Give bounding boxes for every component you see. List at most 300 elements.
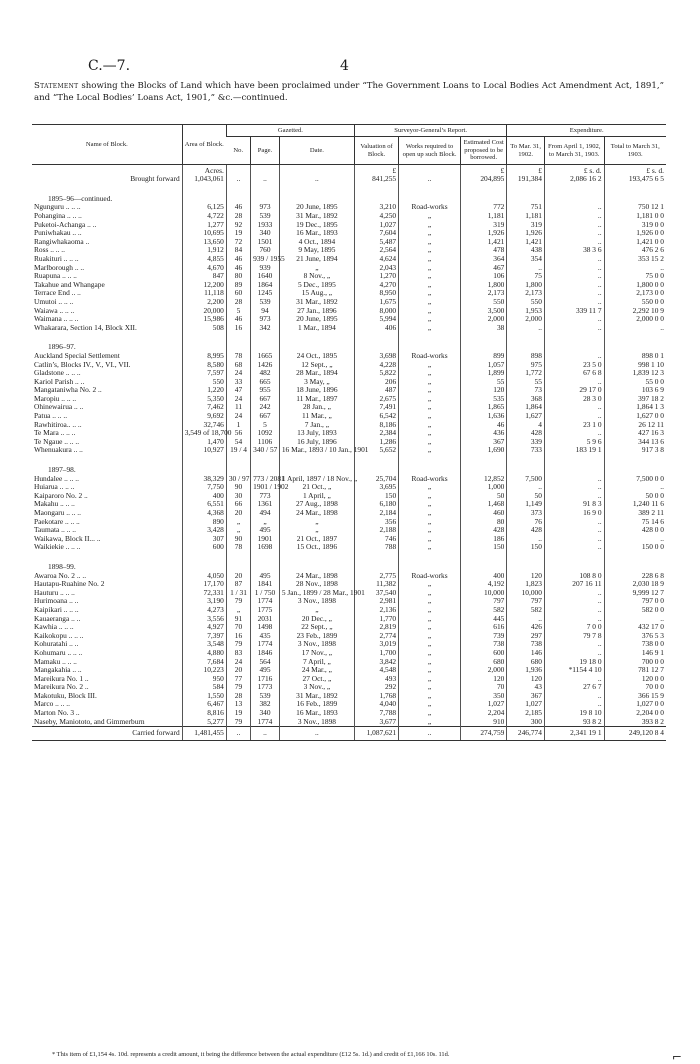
cell-total: 150 0 0: [604, 543, 666, 552]
cell-estimated: 772: [460, 203, 506, 212]
table-footer: [32, 727, 666, 741]
block-name: Mareikura No. 2 ..: [34, 682, 89, 692]
table-row: [32, 475, 666, 484]
cell-date: 27 Jan., 1896: [279, 307, 354, 316]
cell-estimated: 38: [460, 324, 506, 333]
cell-total: 9,999 12 7: [604, 589, 666, 598]
cell-page: 382: [251, 700, 280, 709]
col-total: Total to March 31, 1903.: [604, 137, 666, 164]
block-name: Patua .. .. ..: [34, 411, 68, 421]
table-row: [32, 429, 666, 438]
cell-to1902: 1,936: [507, 666, 545, 675]
cell-estimated: 367: [460, 438, 506, 447]
cell-area: 890: [182, 518, 226, 527]
cell-valuation: 11,382: [354, 580, 398, 589]
cell-to1902: 43: [507, 683, 545, 692]
cell-estimated: 445: [460, 615, 506, 624]
cell-works: „: [399, 580, 461, 589]
table-row: [32, 238, 666, 247]
cell-works: Road-works: [399, 352, 461, 361]
cell-no: ..: [226, 727, 250, 741]
cell-from1902: 339 11 7: [544, 307, 604, 316]
cell-date: 21 Oct., 1897: [279, 535, 354, 544]
cell-valuation: 1,027: [354, 221, 398, 230]
block-name: Gladstone .. .. ..: [34, 368, 81, 378]
cell-date: 31 Mar., 1892: [279, 692, 354, 701]
cell-area: 1,912: [182, 246, 226, 255]
cell-area: 4,273: [182, 606, 226, 615]
block-name: Rawhitiroa.. .. ..: [34, 419, 82, 429]
cell-total: 750 12 1: [604, 203, 666, 212]
brought-forward-label: Brought forward: [130, 174, 180, 184]
cell-no: 13: [226, 700, 250, 709]
col-name: Name of Block.: [32, 125, 182, 165]
cell-to1902: 1,149: [507, 500, 545, 509]
cell-page: 342: [251, 324, 280, 333]
cell-page: 1864: [251, 281, 280, 290]
cell-works: „: [399, 526, 461, 535]
cell-total: 26 12 11: [604, 421, 666, 430]
cell-estimated: 2,204: [460, 709, 506, 718]
cell-estimated: 274,759: [460, 727, 506, 741]
cell-total: 2,292 10 9: [604, 307, 666, 316]
cell-to1902: 10,000: [507, 589, 545, 598]
cell-to1902: 297: [507, 632, 545, 641]
cell-no: 33: [226, 378, 250, 387]
cell-valuation: 8,186: [354, 421, 398, 430]
cell-page: 1774: [251, 718, 280, 727]
block-name: Terrace End .. ..: [34, 288, 81, 298]
block-name: Te Ngaue .. .. ..: [34, 436, 80, 446]
cell-page: 1426: [251, 361, 280, 370]
cell-valuation: 2,136: [354, 606, 398, 615]
cell-area: 3,549 of 18,700: [182, 429, 226, 438]
cell-works: „: [399, 623, 461, 632]
table-row: [32, 255, 666, 264]
block-name: Waiawa .. .. ..: [34, 305, 75, 315]
section-heading-row: [32, 558, 666, 572]
cell-to1902: 367: [507, 692, 545, 701]
cell-no: 78: [226, 543, 250, 552]
table-row: [32, 640, 666, 649]
cell-works: „: [399, 395, 461, 404]
cell-valuation: 406: [354, 324, 398, 333]
block-name: Marco .. .. ..: [34, 699, 70, 709]
cell-area: 550: [182, 378, 226, 387]
col-expenditure: Expenditure.: [507, 125, 666, 137]
units-from1902: £ s. d.: [544, 164, 604, 175]
col-from1902: From April 1, 1902, to March 31, 1903.: [544, 137, 604, 164]
cell-valuation: 2,184: [354, 509, 398, 518]
cell-total: 1,800 0 0: [604, 281, 666, 290]
cell-no: 28: [226, 212, 250, 221]
cell-works: „: [399, 221, 461, 230]
cell-area: 12,200: [182, 281, 226, 290]
cell-date: 17 Nov., „: [279, 649, 354, 658]
cell-total: 738 0 0: [604, 640, 666, 649]
cell-no: 24: [226, 412, 250, 421]
cell-estimated: 1,468: [460, 500, 506, 509]
cell-valuation: 356: [354, 518, 398, 527]
cell-from1902: ..: [544, 535, 604, 544]
cell-total: 75 14 6: [604, 518, 666, 527]
cell-page: 1665: [251, 352, 280, 361]
cell-works: „: [399, 378, 461, 387]
units-to1902: £: [507, 164, 545, 175]
cell-no: 79: [226, 597, 250, 606]
cell-date: 21 Oct., „: [279, 483, 354, 492]
cell-works: „: [399, 543, 461, 552]
cell-to1902: 339: [507, 438, 545, 447]
table-row: [32, 221, 666, 230]
cell-page: 340: [251, 229, 280, 238]
cell-valuation: 2,819: [354, 623, 398, 632]
cell-no: 79: [226, 718, 250, 727]
cell-page: 667: [251, 412, 280, 421]
cell-total: 103 6 9: [604, 386, 666, 395]
table-row: [32, 272, 666, 281]
cell-works: „: [399, 446, 461, 455]
cell-area: 950: [182, 675, 226, 684]
cell-from1902: ..: [544, 412, 604, 421]
cell-total: ..: [604, 615, 666, 624]
cell-total: 781 12 7: [604, 666, 666, 675]
block-name: Puketoi-Achanga .. ..: [34, 219, 97, 229]
cell-from1902: 19 18 0: [544, 658, 604, 667]
cell-date: 15 Aug., „: [279, 289, 354, 298]
cell-from1902: ..: [544, 475, 604, 484]
cell-no: „: [226, 526, 250, 535]
cell-works: „: [399, 597, 461, 606]
cell-date: 3 Nov., „: [279, 683, 354, 692]
cell-to1902: 428: [507, 526, 545, 535]
cell-area: 6,551: [182, 500, 226, 509]
block-name: Hurimoana .. ..: [34, 596, 79, 606]
cell-total: 2,204 0 0: [604, 709, 666, 718]
cell-total: 427 16 3: [604, 429, 666, 438]
cell-estimated: 582: [460, 606, 506, 615]
cell-page: 2031: [251, 615, 280, 624]
cell-total: 1,864 1 3: [604, 403, 666, 412]
cell-area: 7,684: [182, 658, 226, 667]
cell-page: 1901: [251, 535, 280, 544]
cell-date: 1 April, 1897 / 18 Nov., „: [279, 475, 354, 484]
cell-no: 30: [226, 492, 250, 501]
cell-to1902: 898: [507, 352, 545, 361]
table-row: [32, 700, 666, 709]
cell-area: 4,927: [182, 623, 226, 632]
cell-no: 19: [226, 229, 250, 238]
cell-total: 193,475 6 5: [604, 175, 666, 184]
table-row: [32, 615, 666, 624]
cell-date: 19 Dec., 1895: [279, 221, 354, 230]
cell-valuation: 3,698: [354, 352, 398, 361]
cell-from1902: ..: [544, 492, 604, 501]
cell-from1902: ..: [544, 264, 604, 273]
cell-date: 3 Nov., 1898: [279, 640, 354, 649]
cell-valuation: 1,087,621: [354, 727, 398, 741]
cell-area: 508: [182, 324, 226, 333]
cell-estimated: 55: [460, 378, 506, 387]
cell-area: 8,580: [182, 361, 226, 370]
cell-date: 24 Mar., 1898: [279, 509, 354, 518]
cell-page: 665: [251, 378, 280, 387]
cell-valuation: 6,542: [354, 412, 398, 421]
cell-date: 21 June, 1894: [279, 255, 354, 264]
cell-no: 5: [226, 307, 250, 316]
cell-page: 242: [251, 403, 280, 412]
cell-date: 11 Mar., 1897: [279, 395, 354, 404]
block-name: Waikiekie .. .. ..: [34, 542, 81, 552]
cell-estimated: 467: [460, 264, 506, 273]
cell-estimated: 1,057: [460, 361, 506, 370]
cell-estimated: 319: [460, 221, 506, 230]
cell-valuation: 1,768: [354, 692, 398, 701]
cell-date: ..: [279, 727, 354, 741]
cell-valuation: 292: [354, 683, 398, 692]
col-valuation: Valuation of Block.: [354, 137, 398, 164]
cell-from1902: ..: [544, 212, 604, 221]
cell-valuation: 1,270: [354, 272, 398, 281]
section-title: 1896–97.: [48, 342, 76, 352]
cell-works: „: [399, 535, 461, 544]
table-row: [32, 492, 666, 501]
cell-date: 3 May, „: [279, 378, 354, 387]
cell-date: 16 Mar., 1893 / 10 Jan., 1901: [279, 446, 354, 455]
cell-to1902: 438: [507, 246, 545, 255]
cell-area: 13,650: [182, 238, 226, 247]
cell-page: 1774: [251, 640, 280, 649]
cell-valuation: 3,210: [354, 203, 398, 212]
cell-from1902: 183 19 1: [544, 446, 604, 455]
cell-date: 5 Dec., 1895: [279, 281, 354, 290]
cell-works: ..: [399, 175, 461, 184]
cell-page: 1245: [251, 289, 280, 298]
block-name: Marton No. 3 ..: [34, 708, 80, 718]
cell-page: 539: [251, 212, 280, 221]
cell-date: 28 Mar., 1894: [279, 369, 354, 378]
cell-page: 564: [251, 658, 280, 667]
cell-no: 20: [226, 572, 250, 581]
col-to1902: To Mar. 31, 1902.: [507, 137, 545, 164]
cell-from1902: ..: [544, 229, 604, 238]
block-name: Hautapu-Ruahine No. 2: [34, 579, 105, 589]
cell-valuation: 5,994: [354, 315, 398, 324]
cell-page: 340 / 57: [251, 446, 280, 455]
cell-estimated: 1,926: [460, 229, 506, 238]
cell-estimated: 1,181: [460, 212, 506, 221]
cell-page: 1498: [251, 623, 280, 632]
cell-to1902: 2,173: [507, 289, 545, 298]
cell-total: ..: [604, 535, 666, 544]
cell-estimated: 478: [460, 246, 506, 255]
cell-no: 68: [226, 361, 250, 370]
cell-estimated: 1,000: [460, 483, 506, 492]
block-name: Maropiu .. .. ..: [34, 393, 77, 403]
block-name: Hundalee .. .. ..: [34, 473, 79, 483]
cell-page: 1775: [251, 606, 280, 615]
cell-works: „: [399, 692, 461, 701]
cell-works: „: [399, 421, 461, 430]
cell-date: 20 Dec., „: [279, 615, 354, 624]
brought-forward-row: [32, 175, 666, 184]
cell-estimated: 680: [460, 658, 506, 667]
cell-page: 773: [251, 492, 280, 501]
cell-valuation: 4,270: [354, 281, 398, 290]
cell-works: „: [399, 307, 461, 316]
cell-no: 79: [226, 640, 250, 649]
cell-from1902: 16 9 0: [544, 509, 604, 518]
cell-area: 2,200: [182, 298, 226, 307]
cell-estimated: 1,800: [460, 281, 506, 290]
cell-to1902: ..: [507, 615, 545, 624]
table-row: [32, 483, 666, 492]
cell-no: 54: [226, 438, 250, 447]
cell-works: „: [399, 615, 461, 624]
cell-from1902: 91 8 3: [544, 500, 604, 509]
cell-to1902: 1,953: [507, 307, 545, 316]
cell-estimated: 70: [460, 683, 506, 692]
cell-area: 7,750: [182, 483, 226, 492]
cell-estimated: 535: [460, 395, 506, 404]
table-row: [32, 675, 666, 684]
cell-valuation: 4,548: [354, 666, 398, 675]
cell-estimated: 400: [460, 572, 506, 581]
table-row: [32, 264, 666, 273]
cell-page: 1773: [251, 683, 280, 692]
cell-to1902: 191,384: [507, 175, 545, 184]
cell-from1902: 38 3 6: [544, 246, 604, 255]
cell-area: 32,746: [182, 421, 226, 430]
cell-no: ..: [226, 175, 250, 184]
table-row: [32, 632, 666, 641]
cell-area: 1,470: [182, 438, 226, 447]
cell-page: ..: [251, 727, 280, 741]
cell-valuation: 3,677: [354, 718, 398, 727]
block-name: Taumata .. .. ..: [34, 525, 76, 535]
cell-total: 319 0 0: [604, 221, 666, 230]
cell-no: 46: [226, 264, 250, 273]
cell-area: 72,331: [182, 589, 226, 598]
cell-works: „: [399, 361, 461, 370]
col-works: Works required to open up such Block.: [399, 137, 461, 164]
cell-to1902: 582: [507, 606, 545, 615]
cell-total: 476 2 6: [604, 246, 666, 255]
cell-valuation: 37,540: [354, 589, 398, 598]
cell-from1902: 79 7 8: [544, 632, 604, 641]
cell-page: 1698: [251, 543, 280, 552]
cell-date: „: [279, 526, 354, 535]
table-row: [32, 623, 666, 632]
cell-no: 80: [226, 272, 250, 281]
cell-estimated: 3,500: [460, 307, 506, 316]
cell-date: 4 Oct., 1894: [279, 238, 354, 247]
cell-valuation: 8,950: [354, 289, 398, 298]
cell-valuation: 2,775: [354, 572, 398, 581]
cell-estimated: 10,000: [460, 589, 506, 598]
cell-valuation: 746: [354, 535, 398, 544]
cell-works: „: [399, 255, 461, 264]
cell-works: Road-works: [399, 203, 461, 212]
cell-from1902: ..: [544, 483, 604, 492]
section-title: 1898–99.: [48, 561, 76, 571]
cell-page: 973: [251, 203, 280, 212]
cell-area: 8,995: [182, 352, 226, 361]
cell-page: „: [251, 518, 280, 527]
table-row: [32, 572, 666, 581]
cell-area: 20,000: [182, 307, 226, 316]
cell-no: 77: [226, 675, 250, 684]
cell-page: 1846: [251, 649, 280, 658]
cell-total: 1,627 0 0: [604, 412, 666, 421]
cell-area: 584: [182, 683, 226, 692]
cell-valuation: 2,564: [354, 246, 398, 255]
block-name: Hauturu .. .. ..: [34, 587, 75, 597]
cell-total: 249,120 8 4: [604, 727, 666, 741]
cell-to1902: 1,027: [507, 700, 545, 709]
block-name: Kohuratahi .. ..: [34, 639, 79, 649]
cell-estimated: 738: [460, 640, 506, 649]
cell-total: 70 0 0: [604, 683, 666, 692]
cell-to1902: 146: [507, 649, 545, 658]
cell-date: 5 Jan., 1899 / 28 Mar., 1901: [279, 589, 354, 598]
cell-from1902: ..: [544, 298, 604, 307]
cell-estimated: 600: [460, 649, 506, 658]
cell-total: 797 0 0: [604, 597, 666, 606]
cell-total: 146 9 1: [604, 649, 666, 658]
cell-from1902: ..: [544, 589, 604, 598]
cell-page: 1933: [251, 221, 280, 230]
col-area: Area of Block.: [182, 125, 226, 165]
cell-estimated: 80: [460, 518, 506, 527]
block-name: Mangakahia .. ..: [34, 665, 82, 675]
cell-page: 539: [251, 298, 280, 307]
cell-to1902: 680: [507, 658, 545, 667]
cell-works: „: [399, 289, 461, 298]
cell-page: 435: [251, 632, 280, 641]
cell-date: 15 Oct., 1896: [279, 543, 354, 552]
cell-works: „: [399, 298, 461, 307]
section-heading-row: [32, 190, 666, 204]
cell-from1902: ..: [544, 606, 604, 615]
block-name: Rangiwhakaoma ..: [34, 236, 90, 246]
cell-from1902: ..: [544, 403, 604, 412]
cell-works: „: [399, 229, 461, 238]
block-name: Catlin’s, Blocks IV., V., VI., VII.: [34, 359, 131, 369]
table-row: [32, 298, 666, 307]
cell-no: 46: [226, 315, 250, 324]
table-row: [32, 649, 666, 658]
cell-works: „: [399, 589, 461, 598]
cell-date: 11 Mar., „: [279, 412, 354, 421]
table-row: [32, 597, 666, 606]
cell-valuation: 4,228: [354, 361, 398, 370]
cell-total: 1,027 0 0: [604, 700, 666, 709]
block-name: Ross .. .. ..: [34, 245, 66, 255]
cell-estimated: 460: [460, 509, 506, 518]
cell-total: 582 0 0: [604, 606, 666, 615]
cell-to1902: 1,772: [507, 369, 545, 378]
cell-page: 1501: [251, 238, 280, 247]
block-name: Ngunguru .. .. ..: [34, 202, 81, 212]
cell-works: „: [399, 281, 461, 290]
cell-estimated: 350: [460, 692, 506, 701]
cell-from1902: 207 16 11: [544, 580, 604, 589]
block-name: Te Mara .. .. ..: [34, 428, 76, 438]
cell-page: 1901 / 1902: [251, 483, 280, 492]
cell-date: 1 April, „: [279, 492, 354, 501]
cell-from1902: ..: [544, 543, 604, 552]
